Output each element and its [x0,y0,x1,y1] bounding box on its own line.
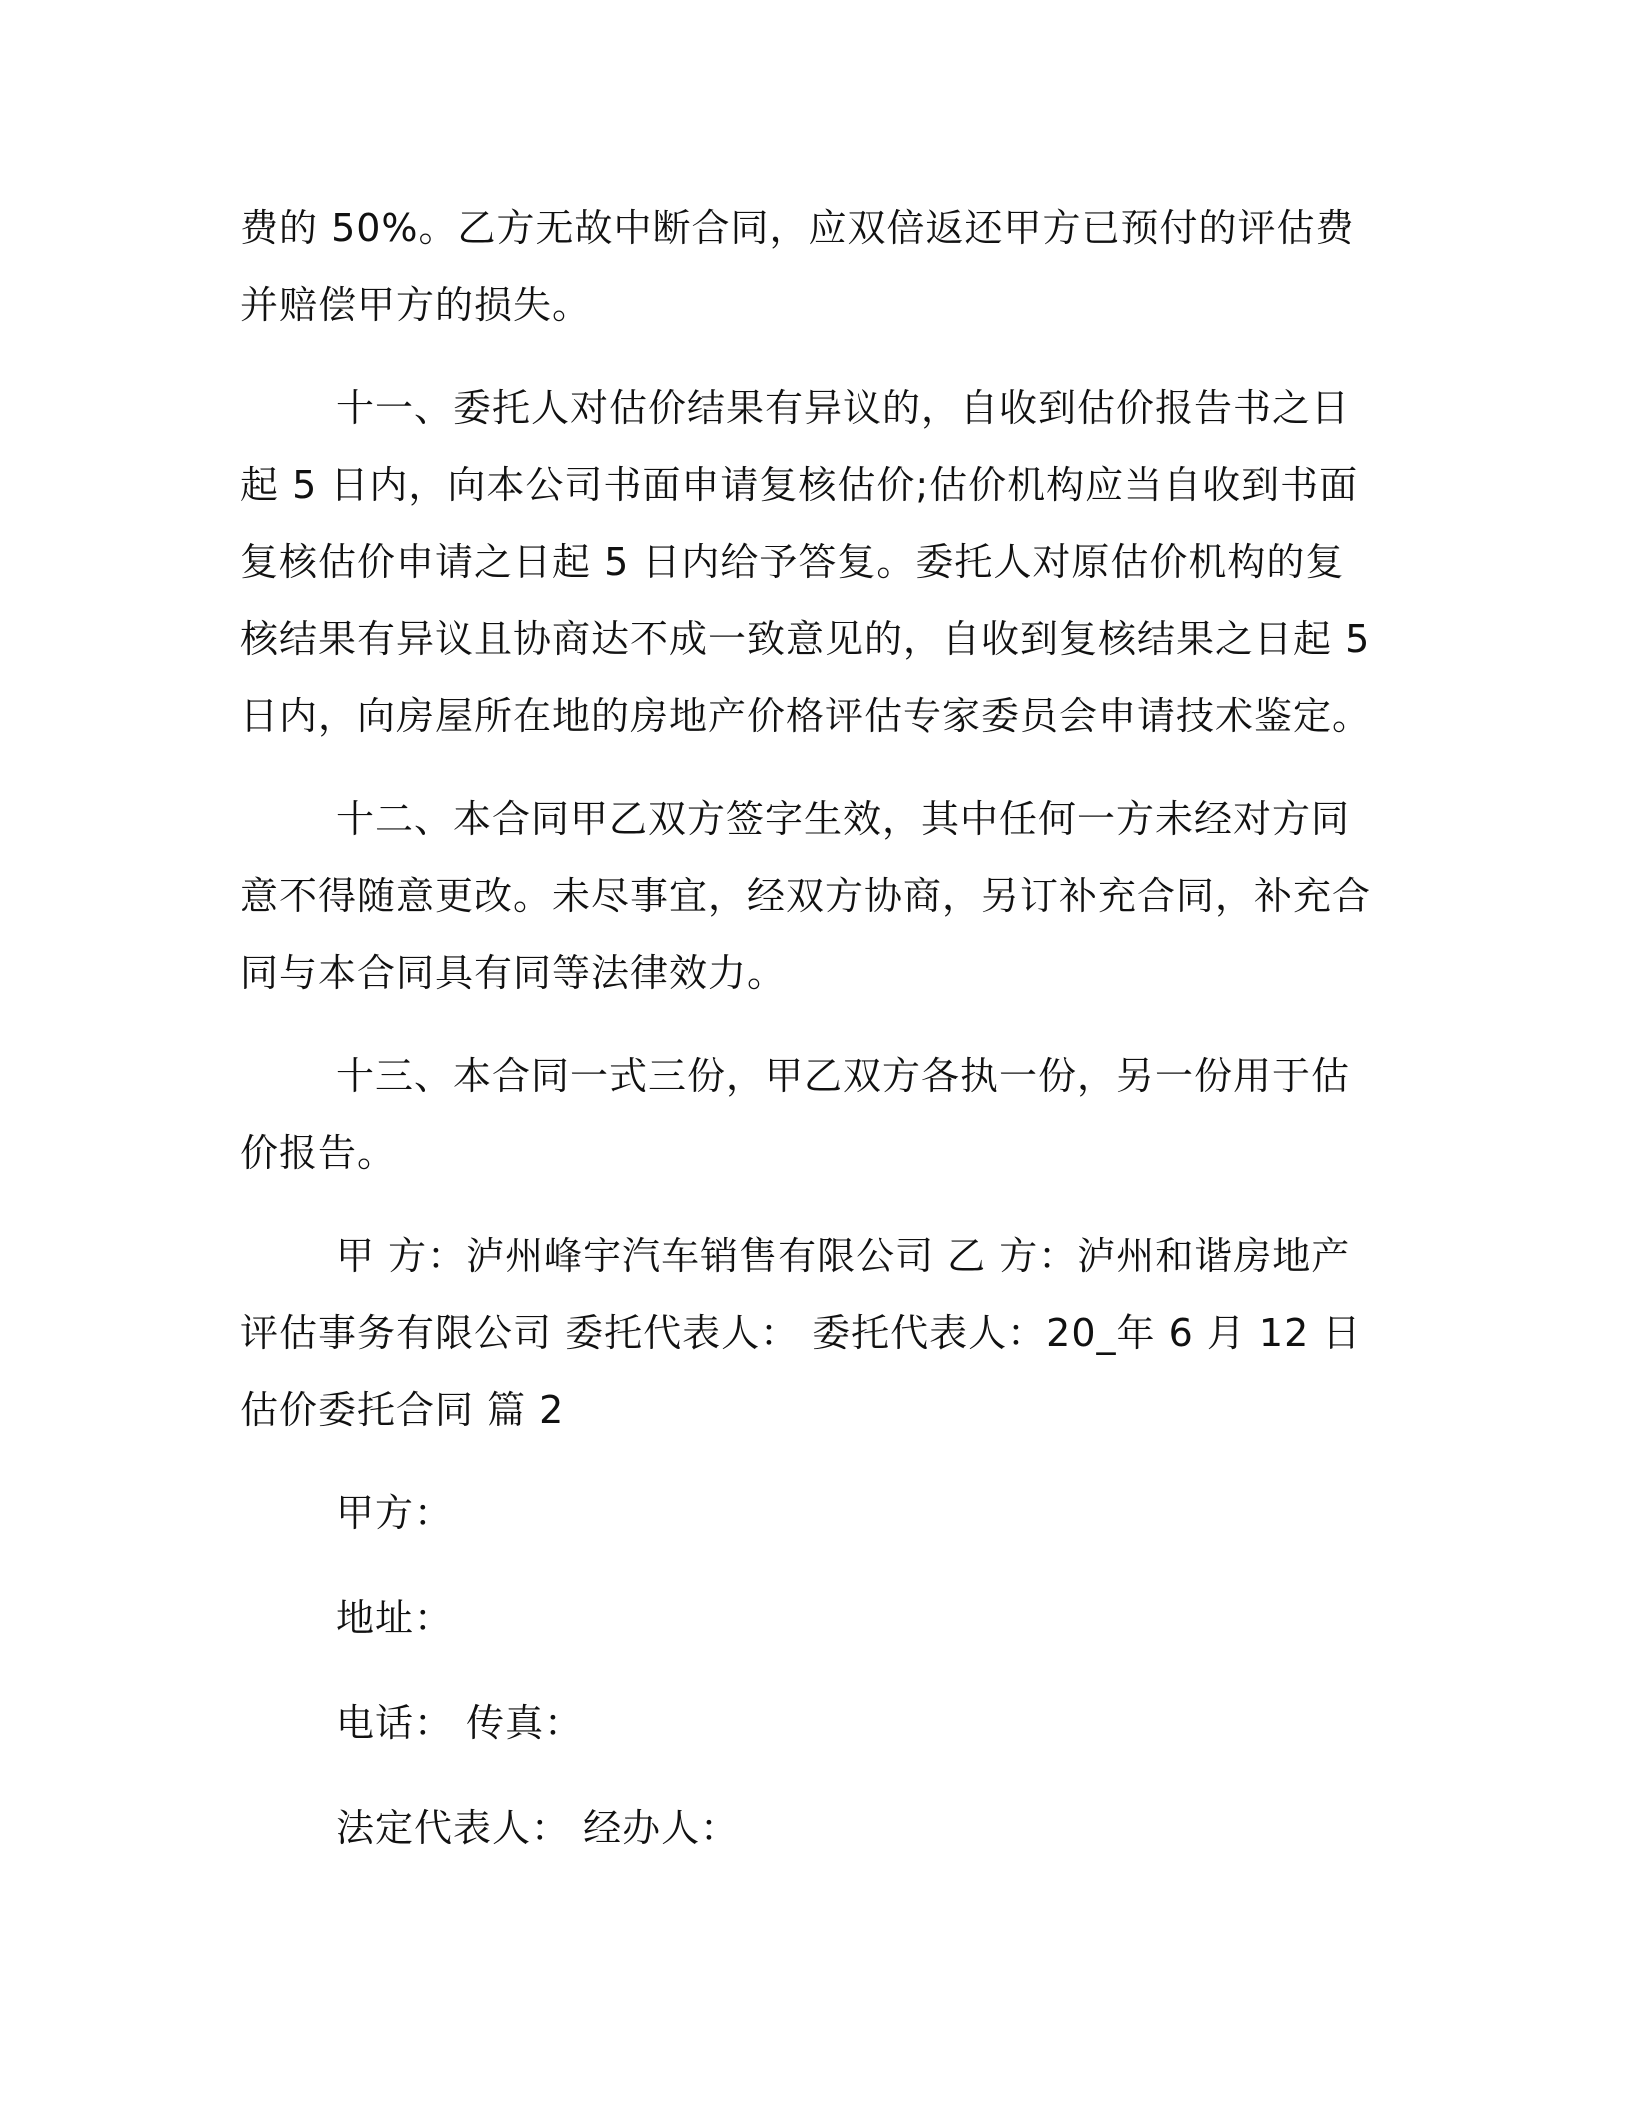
field-phone-fax: 电话： 传真： [336,1701,584,1745]
document-body [240,190,1380,1895]
paragraph-clause-12: 十二、本合同甲乙双方签字生效，其中任何一方未经对方同意不得随意更改。未尽事宜，经双方协商，另订补充合同，补充合同与本合同具有同等法律效力。 [240,797,1372,995]
paragraph-clause-13: 十三、本合同一式三份，甲乙双方各执一份，另一份用于估价报告。 [240,1054,1351,1175]
paragraph-fee-clause: 费的 50%。乙方无故中断合同，应双倍返还甲方已预付的评估费并赔偿甲方的损失。 [240,206,1355,327]
paragraph-signatories: 甲 方：泸州峰宇汽车销售有限公司 乙 方：泸州和谐房地产评估事务有限公司 委托代表人： 委托代表人：20_年 6 月 12 日估价委托合同 篇 2 [240,1234,1362,1432]
field-party-a: 甲方： [336,1491,454,1535]
paragraph-clause-11: 十一、委托人对估价结果有异议的，自收到估价报告书之日起 5 日内，向本公司书面申请复核估价;估价机构应当自收到书面复核估价申请之日起 5 日内给予答复。委托人对原估价机构的复核结果有异议且协商达不成一致意见的，自收到复核结果之日起 5 日内，向房屋所在地的房地产价格评估专家委员会申请技术鉴定。 [240,386,1372,738]
field-legal-rep-handler: 法定代表人： 经办人： [336,1806,740,1850]
field-address: 地址： [336,1596,454,1640]
